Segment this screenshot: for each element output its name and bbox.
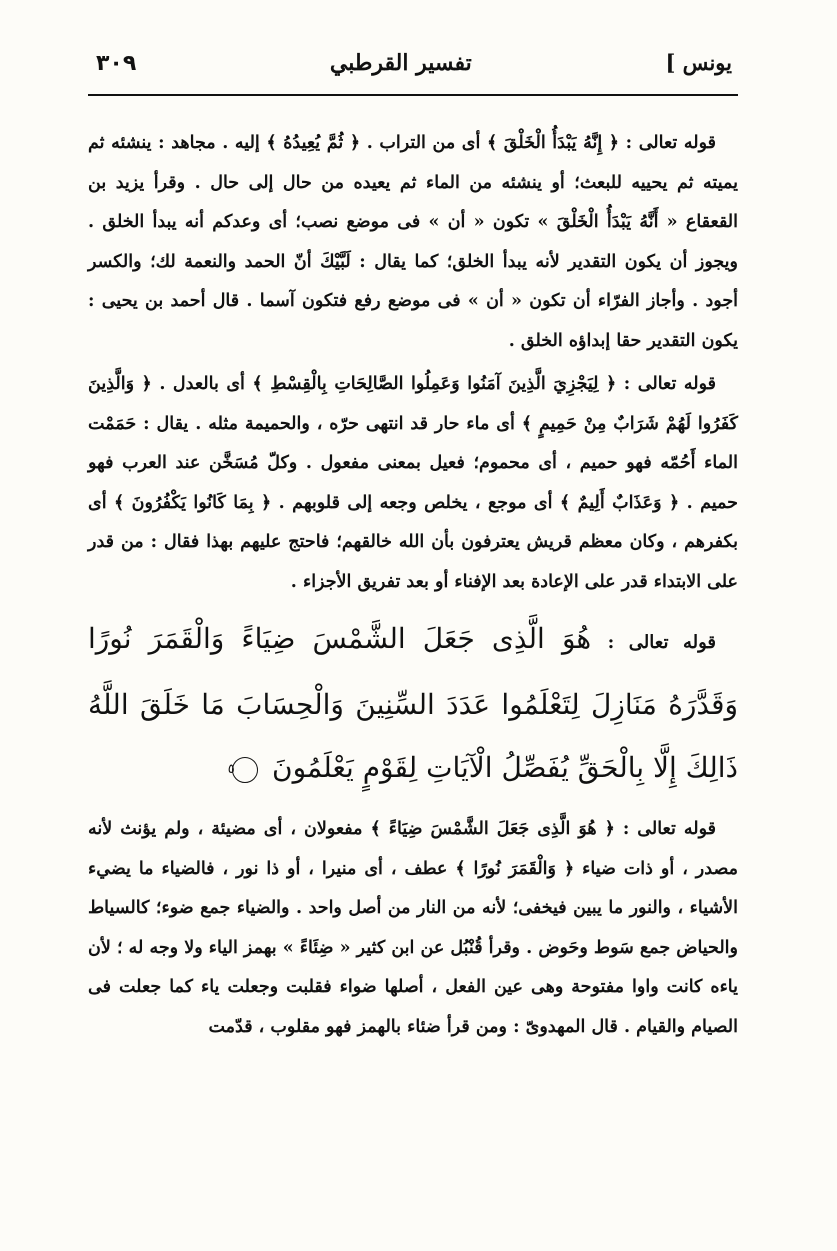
running-head (88, 50, 738, 90)
verse-text: هُوَ الَّذِى جَعَلَ الشَّمْسَ ضِيَاءً وَالْقَمَرَ نُورًا وَقَدَّرَهُ مَنَازِلَ لِتَعْلَمُوا عَدَدَ السِّنِينَ وَالْحِسَابَ مَا خَلَقَ اللَّهُ ذَالِكَ إِلَّا بِالْحَقِّ يُفَصِّلُ الْآيَاتِ لِقَوْمٍ يَعْلَمُونَ (88, 622, 738, 784)
verse-lead: قوله تعالى : (607, 632, 716, 653)
commentary-paragraph-1: قوله تعالى : ﴿ إِنَّهُ يَبْدَأُ الْخَلْقَ ﴾ أى من التراب . ﴿ ثُمَّ يُعِيدُهُ ﴾ إليه . مجاهد : ينشئه ثم يميته ثم يحييه للبعث؛ أو ينشئه من الماء ثم يعيده من حال إلى حال . وقرأ يزيد بن القعقاع « أَنَّهُ يَبْدَأُ الْخَلْقَ » تكون « أن » فى موضع نصب؛ أى وعدكم أنه يبدأ الخلق . ويجوز أن يكون التقدير لأنه يبدأ الخلق؛ كما يقال : لَبَّيْكَ أنّ الحمد والنعمة لك؛ والكسر أجود . وأجاز الفرّاء أن تكون « أن » فى موضع رفع فتكون آسما . قال أحمد بن يحيى : يكون التقدير حقا إبداؤه الخلق . (88, 133, 738, 351)
page-number: ٣٠٩ (96, 51, 137, 76)
book-title: تفسير القرطبي (329, 50, 472, 76)
sura-name: يونس ] (665, 50, 732, 75)
book-page (88, 50, 738, 1047)
header-rule (88, 94, 738, 96)
commentary-paragraph-2: قوله تعالى : ﴿ لِيَجْزِيَ الَّذِينَ آمَنُوا وَعَمِلُوا الصَّالِحَاتِ بِالْقِسْطِ ﴾ أى بالعدل . ﴿ وَالَّذِينَ كَفَرُوا لَهُمْ شَرَابٌ مِنْ حَمِيمٍ ﴾ أى ماء حار قد انتهى حرّه ، والحميمة مثله . يقال : حَمَمْت الماء أَحُمّه فهو حميم ، أى محموم؛ فعيل بمعنى مفعول . وكلّ مُسَخَّن عند العرب فهو حميم . ﴿ وَعَذَابٌ أَلِيمٌ ﴾ أى موجع ، يخلص وجعه إلى قلوبهم . ﴿ بِمَا كَانُوا يَكْفُرُونَ ﴾ أى بكفرهم ، وكان معظم قريش يعترفون بأن الله خالقهم؛ فاحتج عليهم بهذا فقال : من قدر على الابتداء قدر على الإعادة بعد الإفناء أو بعد تفريق الأجزاء . (88, 374, 738, 592)
quran-verse (88, 608, 738, 800)
verse-number-medallion: ٥ (232, 757, 258, 783)
commentary-paragraph-3: قوله تعالى : ﴿ هُوَ الَّذِى جَعَلَ الشَّمْسَ ضِيَاءً ﴾ مفعولان ، أى مضيئة ، ولم يؤنث لأنه مصدر ، أو ذات ضياء ﴿ وَالْقَمَرَ نُورًا ﴾ عطف ، أى منيرا ، أو ذا نور ، فالضياء ما يضيء الأشياء ، والنور ما يبين فيخفى؛ لأنه من النار من أصل واحد . والضياء جمع ضوء؛ كالسياط والحياض جمع سَوط وحَوض . وقرأ قُنْبُل عن ابن كثير « ضِئَاءً » بهمز الياء ولا وجه له ؛ لأن ياءه كانت واوا مفتوحة وهى عين الفعل ، أصلها ضواء فقلبت وجعلت ياء كما جعلت فى الصيام والقيام . قال المهدوىّ : ومن قرأ ضئاء بالهمز فهو مقلوب ، قدّمت (88, 819, 738, 1037)
